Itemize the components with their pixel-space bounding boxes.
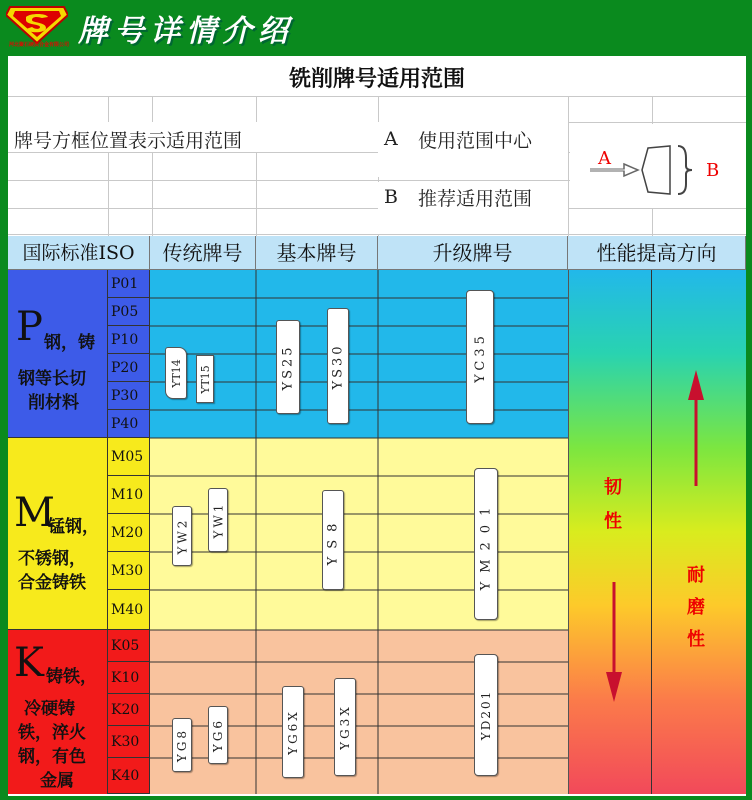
code-p10: P10 [108, 326, 150, 354]
page-title: 牌号详情介绍 [78, 14, 294, 49]
group-p-letter: P [16, 304, 43, 350]
code-m20: M20 [108, 514, 150, 552]
grade-badge-yg6x: YG6X [282, 686, 304, 778]
grade-badge-ys30: YS30 [327, 308, 349, 424]
code-p40: P40 [108, 410, 150, 438]
code-p30: P30 [108, 382, 150, 410]
group-k-label-line4: 钢，有色 [18, 747, 86, 767]
code-k30: K30 [108, 726, 150, 758]
wear-char-2: 磨 [687, 597, 705, 618]
legend-a-key: A [384, 128, 398, 150]
grade-badge-ys25: YS25 [276, 320, 300, 414]
grade-badge-yw1: YW1 [208, 488, 228, 552]
group-p-label-line3: 削材料 [28, 393, 79, 413]
grade-badge-yw2: YW2 [172, 506, 192, 566]
code-p20: P20 [108, 354, 150, 382]
group-m-label-line2: 不锈钢， [18, 549, 86, 569]
diagram-label-b: B [706, 160, 720, 181]
superman-shield-icon [6, 3, 68, 45]
group-k-label-line2: 冷硬铸 [24, 699, 75, 719]
wear-char-1: 耐 [687, 565, 705, 586]
header-direction: 性能提高方向 [568, 236, 746, 270]
toughness-char-1: 韧 [604, 477, 622, 498]
toughness-char-2: 性 [604, 511, 622, 532]
grade-badge-yc35: YC35 [466, 290, 494, 424]
group-k-label-line1: 铸铁， [46, 667, 97, 687]
grade-badge-yd201: YD201 [474, 654, 498, 776]
code-m10: M10 [108, 476, 150, 514]
code-m05: M05 [108, 438, 150, 476]
code-m40: M40 [108, 590, 150, 630]
group-m-label-line1: 锰钢， [48, 517, 99, 537]
legend-a-text: 使用范围中心 [418, 130, 533, 152]
grade-badge-yg6: YG6 [208, 706, 228, 764]
grade-badge-yt15: YT15 [196, 355, 214, 403]
code-k10: K10 [108, 662, 150, 694]
wear-char-3: 性 [687, 629, 705, 650]
code-k40: K40 [108, 758, 150, 794]
group-p-label-line2: 钢等长切 [18, 369, 86, 389]
group-m-letter: M [14, 490, 55, 536]
header-basic: 基本牌号 [256, 236, 378, 270]
grade-badge-yg3x: YG3X [334, 678, 356, 776]
legend-note: 牌号方框位置表示适用范围 [14, 130, 243, 152]
group-k-label-line3: 铁，淬火 [18, 723, 86, 743]
group-k-letter: K [14, 640, 44, 686]
code-p01: P01 [108, 270, 150, 298]
group-k-label-line5: 金属 [40, 771, 74, 791]
code-k20: K20 [108, 694, 150, 726]
code-p05: P05 [108, 298, 150, 326]
group-m-label-line3: 合金铸铁 [18, 573, 86, 593]
header-traditional: 传统牌号 [150, 236, 256, 270]
code-k05: K05 [108, 630, 150, 662]
group-p-label-line1: 钢，铸 [44, 333, 95, 353]
grade-badge-yg8: YG8 [172, 718, 192, 772]
grade-badge-ys8: YS8 [322, 490, 344, 590]
header-iso: 国际标准ISO [8, 236, 150, 270]
legend-b-text: 推荐适用范围 [418, 188, 533, 210]
code-m30: M30 [108, 552, 150, 590]
grade-badge-ym201: YM201 [474, 468, 498, 620]
header-upgrade: 升级牌号 [378, 236, 568, 270]
grade-badge-yt14: YT14 [165, 347, 187, 399]
legend-b-key: B [384, 186, 398, 208]
table-title: 铣削牌号适用范围 [288, 66, 465, 92]
logo-caption: 河北聚石硬质合金有限公司 [8, 42, 69, 48]
direction-arrows [590, 360, 730, 720]
diagram-label-a: A [598, 148, 611, 169]
